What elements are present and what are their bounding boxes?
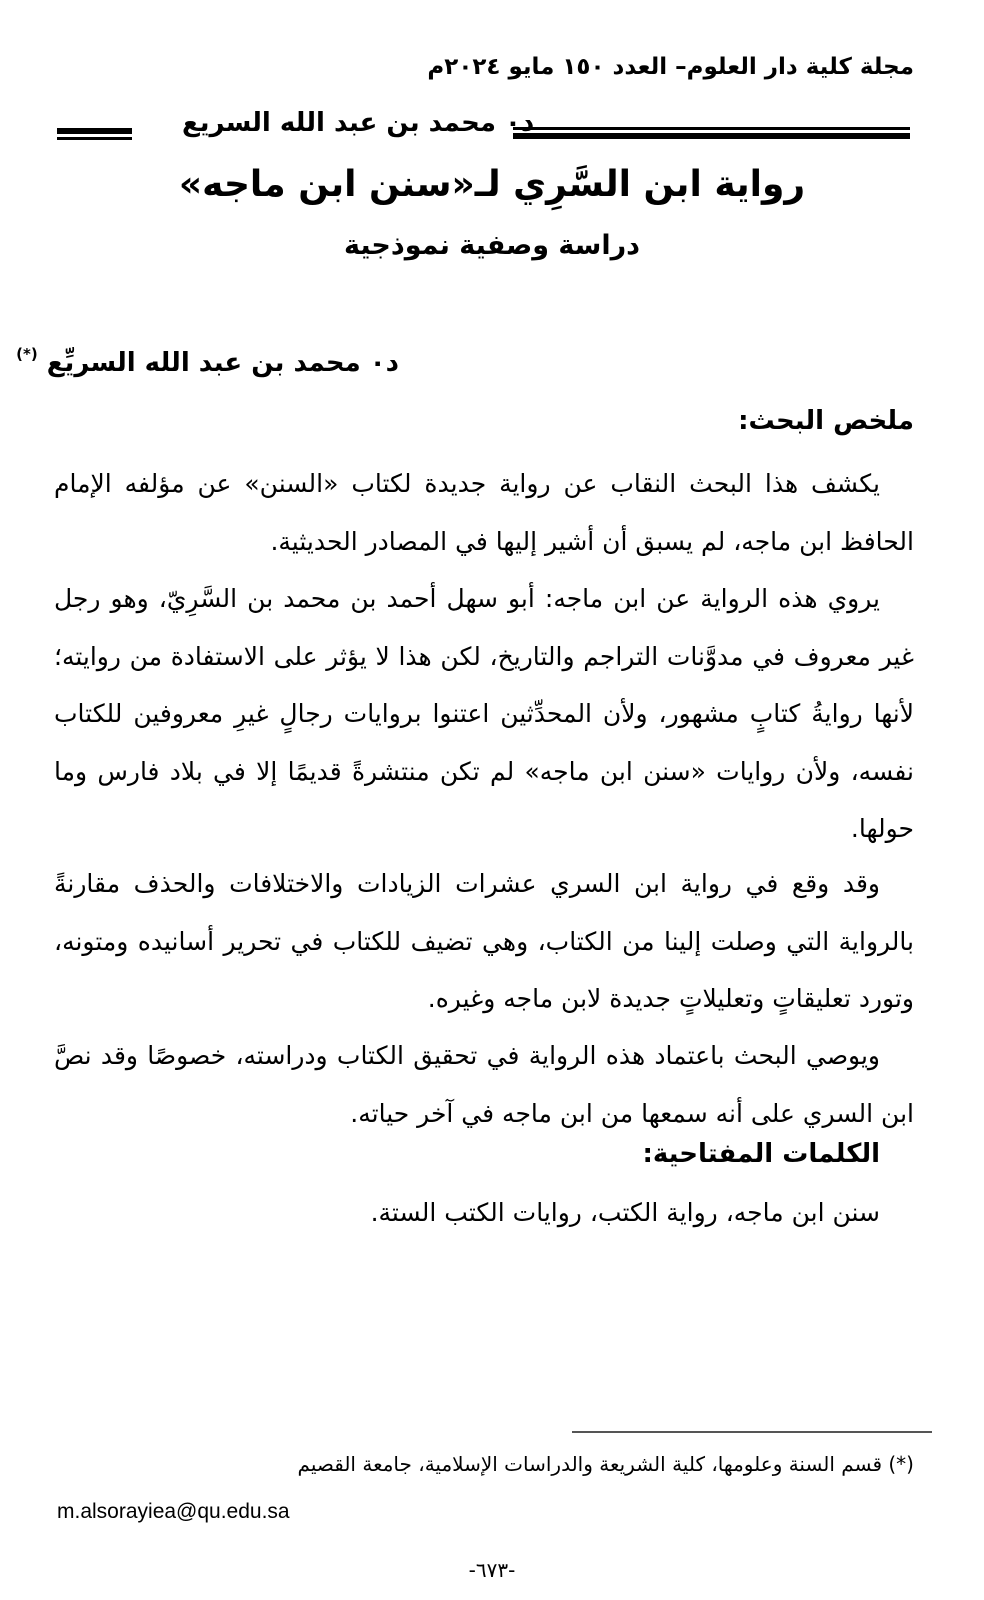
abstract-heading: ملخص البحث: bbox=[738, 406, 914, 436]
header-rule-left bbox=[57, 128, 132, 140]
abstract-paragraph-3: وقد وقع في رواية ابن السري عشرات الزيادات والاختلافات والحذف مقارنةً بالرواية التي وصلت إلينا من الكتاب، وهي تضيف للكتاب في تحرير أسانيده ومتونه، وتورد تعليقاتٍ وتعليلاتٍ جديدة لابن ماجه وغيره. bbox=[54, 869, 914, 1013]
keywords-text: سنن ابن ماجه، رواية الكتب، روايات الكتب الستة. bbox=[370, 1198, 880, 1227]
article-subtitle: دراسة وصفية نموذجية bbox=[344, 230, 640, 261]
journal-header: مجلة كلية دار العلوم– العدد ١٥٠ مايو ٢٠٢٤م bbox=[427, 54, 914, 80]
footnote-marker: (*) bbox=[16, 345, 38, 363]
running-author: د٠ محمد بن عبد الله السريع bbox=[182, 108, 535, 138]
author-line bbox=[16, 345, 399, 378]
footnote-separator bbox=[572, 1431, 932, 1433]
author-email-link[interactable]: m.alsorayiea@qu.edu.sa bbox=[57, 1500, 290, 1523]
page-number: -٦٧٣- bbox=[468, 1558, 516, 1582]
header-rule-right bbox=[513, 127, 910, 139]
footnote-affiliation: (*) قسم السنة وعلومها، كلية الشريعة والدراسات الإسلامية، جامعة القصيم bbox=[297, 1452, 914, 1476]
keywords-heading: الكلمات المفتاحية: bbox=[642, 1139, 880, 1169]
abstract-paragraph-4: ويوصي البحث باعتماد هذه الرواية في تحقيق الكتاب ودراسته، خصوصًا وقد نصَّ ابن السري على أنه سمعها من ابن ماجه في آخر حياته. bbox=[54, 1041, 914, 1128]
abstract-paragraph-1: يكشف هذا البحث النقاب عن رواية جديدة لكتاب «السنن» عن مؤلفه الإمام الحافظ ابن ماجه، لم يسبق أن أشير إليها في المصادر الحديثية. bbox=[54, 469, 914, 556]
author-name: د٠ محمد بن عبد الله السريِّع bbox=[46, 348, 399, 378]
article-title: رواية ابن السَّرِي لـ«سنن ابن ماجه» bbox=[178, 164, 806, 205]
abstract-paragraph-2: يروي هذه الرواية عن ابن ماجه: أبو سهل أحمد بن محمد بن السَّرِيّ، وهو رجل غير معروف في مدوَّنات التراجم والتاريخ، لكن هذا لا يؤثر على الاستفادة من روايته؛ لأنها روايةُ كتابٍ مشهور، ولأن المحدِّثين اعتنوا بروايات رجالٍ غيرِ معروفين للكتاب نفسه، ولأن روايات «سنن ابن ماجه» لم تكن منتشرةً قديمًا إلا في بلاد فارس وما حولها. bbox=[54, 584, 914, 843]
